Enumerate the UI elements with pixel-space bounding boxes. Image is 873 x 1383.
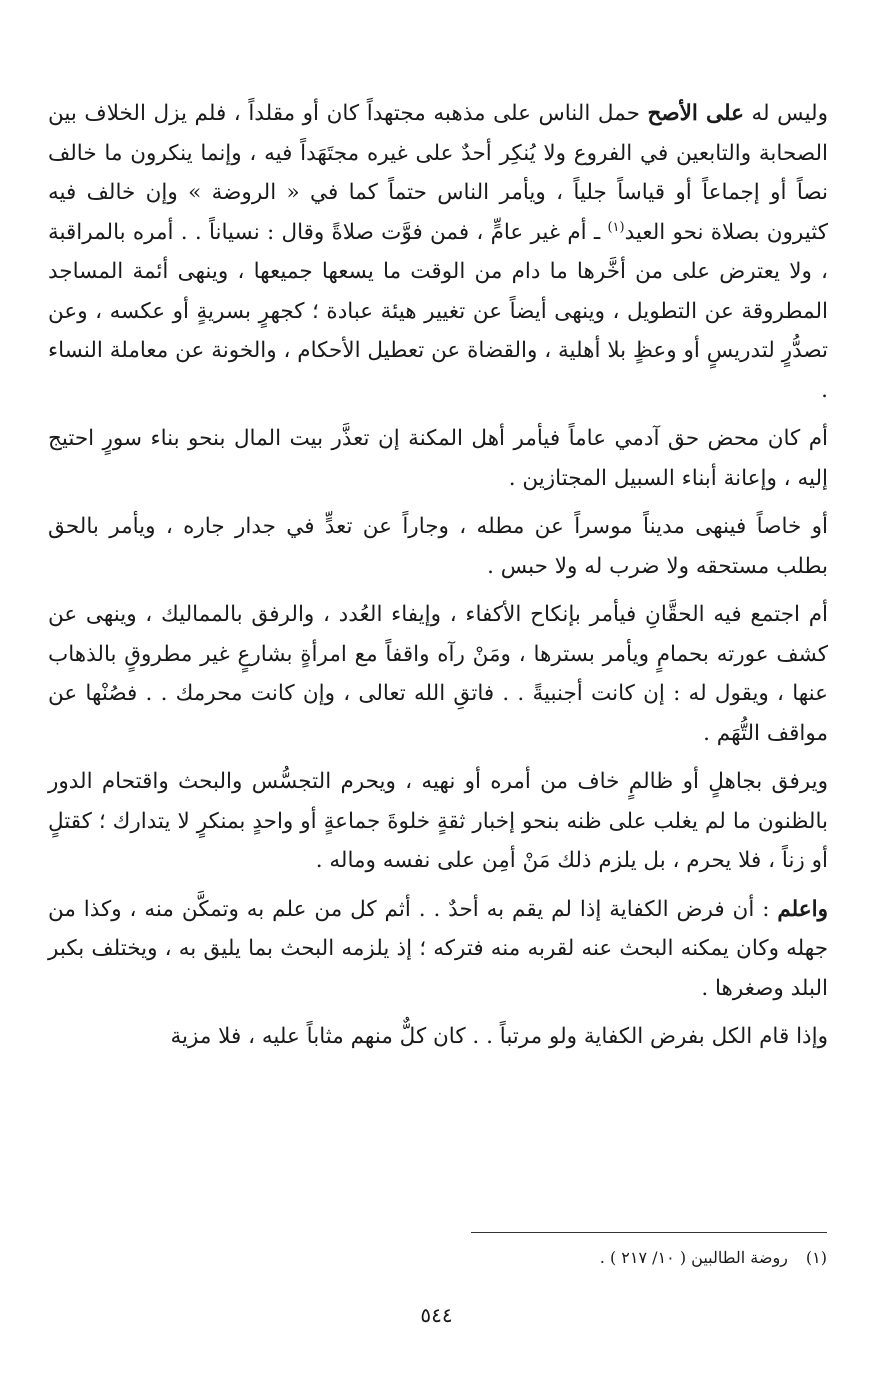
paragraph-1-part-c: ـ أم غير عامٍّ ، فمن فوَّت صلاةً وقال : نسياناً . . أمره بالمراقبة ، ولا يعترض على من أخَّرها ما دام من الوقت ما يسعها جميعها ، وينهى أئمة المساجد المطروقة عن التطويل ، وينهى أيضاً عن تغيير هيئة عبادة ؛ كجهرٍ بسريةٍ أو عكسه ، وعن تصدُّرٍ لتدريسٍ أو وعظٍ بلا أهلية ، والقضاة عن تعطيل الأحكام ، والخونة عن معاملة النساء . [48, 219, 828, 403]
footnote-reference[interactable]: (١) [607, 219, 625, 235]
footnote [47, 1246, 827, 1270]
page-body [48, 94, 828, 1066]
paragraph-1 [48, 94, 828, 410]
paragraph-4: أم اجتمع فيه الحقَّانِ فيأمر بإنكاح الأكفاء ، وإيفاء العُدد ، والرفق بالمماليك ، وينهى عن كشف عورته بحمامٍ ويأمر بسترها ، ومَنْ رآه واقفاً مع امرأةٍ بشارعٍ غير مطروقٍ بالذهاب عنها ، ويقول له : إن كانت أجنبيةً . . فاتقِ الله تعالى ، وإن كانت محرمك . . فصُنْها عن مواقف التُّهَم . [48, 602, 828, 746]
footnote-number: (١) [805, 1248, 827, 1267]
paragraph-3: أو خاصاً فينهى مديناً موسراً عن مطله ، وجاراً عن تعدٍّ في جدار جاره ، ويأمر بالحق بطلب مستحقه ولا ضرب له ولا حبس . [48, 514, 828, 579]
paragraph-6-text: : أن فرض الكفاية إذا لم يقم به أحدٌ . . أثم كل من علم به وتمكَّن منه ، وكذا من جهله وكان يمكنه البحث عنه لقربه منه فتركه ؛ إذ يلزمه البحث بما يليق به ، ويختلف بكبر البلد وصغرها . [48, 896, 828, 1001]
paragraph-1-part-b: حمل الناس على مذهبه مجتهداً كان أو مقلداً ، فلم يزل الخلاف بين الصحابة والتابعين في الفروع ولا يُنكِر أحدٌ على غيره مجتَهَداً فيه ، وإنما ينكرون ما خالف نصاً أو إجماعاً أو قياساً جلياً ، ويأمر الناس حتماً كما في « الروضة » وإن خالف فيه كثيرون بصلاة نحو العيد [48, 101, 828, 245]
footnote-divider [471, 1232, 827, 1233]
paragraph-5: ويرفق بجاهلٍ أو ظالمٍ خاف من أمره أو نهيه ، ويحرم التجسُّس والبحث واقتحام الدور بالظنون ما لم يغلب على ظنه بنحو إخبار ثقةٍ خلوةَ جماعةٍ أو واحدٍ بمنكرٍ لا يتدارك ؛ كقتلٍ أو زناً ، فلا يحرم ، بل يلزم ذلك مَنْ أمِن على نفسه وماله . [48, 769, 828, 873]
paragraph-1-part-a: وليس له [743, 101, 828, 126]
page-number: ٥٤٤ [420, 1303, 453, 1327]
paragraph-6-bold-term: واعلم [777, 896, 828, 922]
footnote-text: روضة الطالبين ( ١٠/ ٢١٧ ) . [599, 1248, 788, 1267]
paragraph-1-bold-term: على الأصح [647, 101, 744, 126]
paragraph-2: أم كان محض حق آدمي عاماً فيأمر أهل المكنة إن تعذَّر بيت المال بنحو بناء سورٍ احتيج إليه ، وإعانة أبناء السبيل المجتازين . [48, 426, 828, 491]
paragraph-6 [48, 890, 828, 1009]
paragraph-7: وإذا قام الكل بفرض الكفاية ولو مرتباً . . كان كلٌّ منهم مثاباً عليه ، فلا مزية [170, 1024, 828, 1049]
